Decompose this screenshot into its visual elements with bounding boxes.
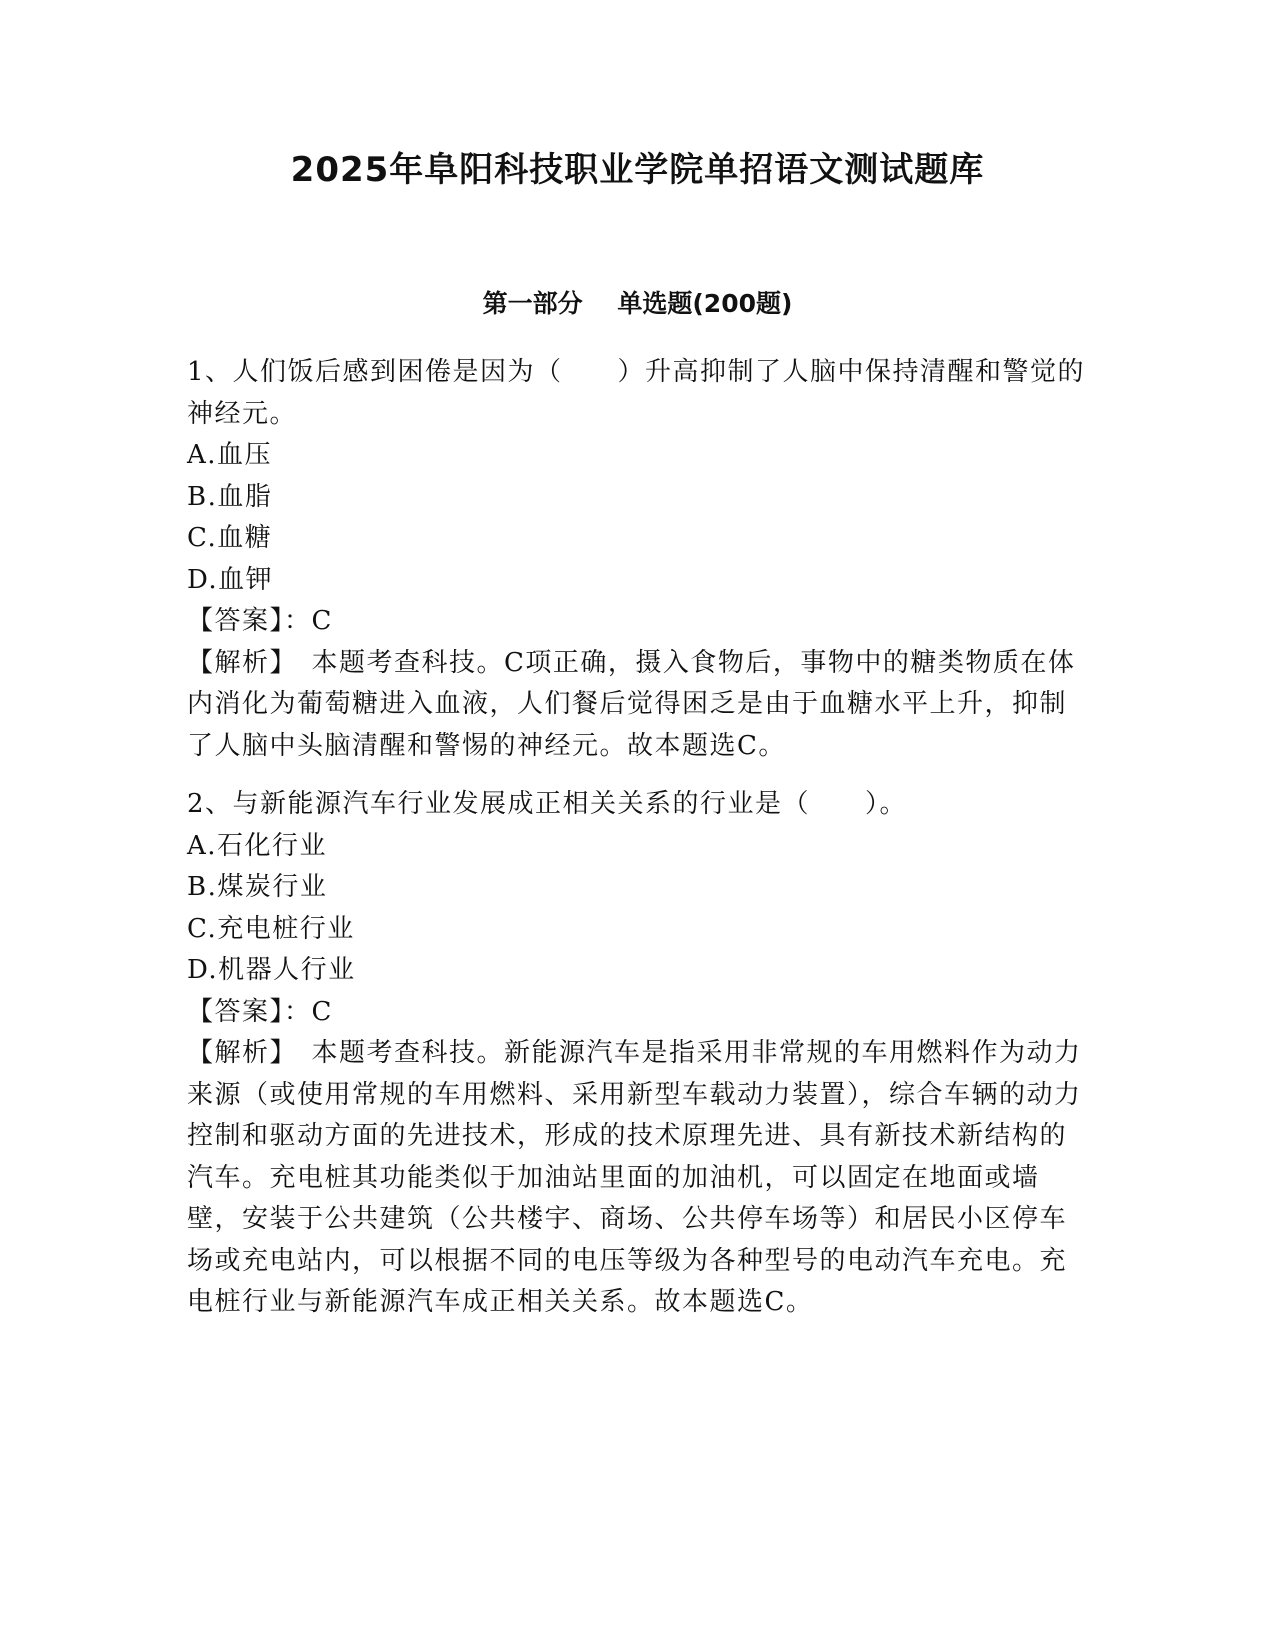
document-title: 2025年阜阳科技职业学院单招语文测试题库 <box>290 150 985 190</box>
answer: 【答案】：C <box>187 606 333 636</box>
analysis: 【解析】 本题考查科技。新能源汽车是指采用非常规的车用燃料作为动力来源（或使用常规的车用燃料、采用新型车载动力装置），综合车辆的动力控制和驱动方面的先进技术，形成的技术原理先进、具有新技术新结构的汽车。充电桩其功能类似于加油站里面的加油机，可以固定在地面或墙壁，安装于公共建筑（公共楼宇、商场、公共停车场等）和居民小区停车场或充电站内，可以根据不同的电压等级为各种型号的电动汽车充电。充电桩行业与新能源汽车成正相关关系。故本题选C。 <box>187 1038 1082 1317</box>
question-stem: 2、与新能源汽车行业发展成正相关关系的行业是（ ）。 <box>187 789 908 819</box>
option-c: C.血糖 <box>187 523 273 553</box>
option-c: C.充电桩行业 <box>187 913 355 944</box>
analysis: 【解析】 本题考查科技。C项正确，摄入食物后，事物中的糖类物质在体内消化为葡萄糖进入血液，人们餐后觉得困乏是由于血糖水平上升，抑制了人脑中头脑清醒和警惕的神经元。故本题选C。 <box>187 647 1076 761</box>
option-a: A.石化行业 <box>187 830 328 861</box>
question-1 <box>187 352 1092 767</box>
option-d: D.血钾 <box>187 564 274 595</box>
question-2 <box>187 784 1092 1324</box>
question-stem: 1、人们饭后感到困倦是因为（ ）升高抑制了人脑中保持清醒和警觉的神经元。 <box>187 357 1086 429</box>
answer: 【答案】：C <box>187 996 333 1027</box>
option-d: D.机器人行业 <box>187 955 356 985</box>
option-b: B.煤炭行业 <box>187 872 328 902</box>
section-title: 第一部分 单选题(200题) <box>482 289 793 318</box>
option-a: A.血压 <box>187 440 273 470</box>
option-b: B.血脂 <box>187 481 273 512</box>
question-list <box>187 352 1092 1324</box>
